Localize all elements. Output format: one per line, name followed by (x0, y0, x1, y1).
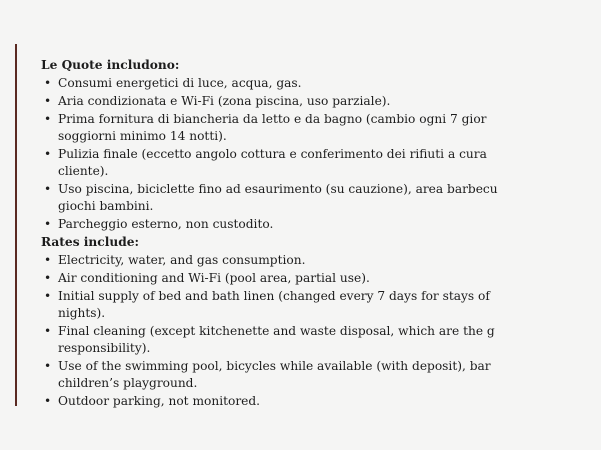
list-item (41, 146, 601, 180)
heading-english: Rates include: (41, 235, 139, 249)
list-item (41, 270, 601, 287)
list-item-line: • Consumi energetici di luce, acqua, gas. (58, 76, 302, 90)
list-item-line: • Air conditioning and Wi-Fi (pool area, partial use). (58, 271, 370, 285)
document-content (41, 57, 601, 411)
list-item (41, 393, 601, 410)
list-item-line: giochi bambini. (58, 199, 154, 213)
list-item-line: • Prima fornitura di biancheria da letto e da bagno (cambio ogni 7 gior (58, 112, 487, 126)
list-item (41, 93, 601, 110)
list-item-line: nights). (58, 306, 106, 320)
list-italian (41, 75, 601, 233)
list-item (41, 288, 601, 322)
list-item-line: • Final cleaning (except kitchenette and waste disposal, which are the g (58, 324, 495, 338)
list-item (41, 75, 601, 92)
heading-italian: Le Quote includono: (41, 58, 180, 72)
list-item-line: • Parcheggio esterno, non custodito. (58, 217, 274, 231)
list-item-line: responsibility). (58, 341, 151, 355)
list-item-line: • Pulizia finale (eccetto angolo cottura e conferimento dei rifiuti a cura (58, 147, 487, 161)
list-item (41, 111, 601, 145)
list-item-line: • Outdoor parking, not monitored. (58, 394, 261, 408)
list-item-line: • Aria condizionata e Wi-Fi (zona piscina, uso parziale). (58, 94, 391, 108)
list-english (41, 252, 601, 410)
accent-bar (15, 44, 17, 406)
list-item (41, 358, 601, 392)
list-item-line: • Uso piscina, biciclette fino ad esaurimento (su cauzione), area barbecu (58, 182, 498, 196)
list-item (41, 252, 601, 269)
list-item-line: cliente). (58, 164, 109, 178)
list-item (41, 216, 601, 233)
list-item-line: • Use of the swimming pool, bicycles while available (with deposit), bar (58, 359, 491, 373)
list-item-line: • Electricity, water, and gas consumption. (58, 253, 306, 267)
list-item-line: children’s playground. (58, 376, 198, 390)
list-item-line: • Initial supply of bed and bath linen (changed every 7 days for stays of (58, 289, 490, 303)
list-item-line: soggiorni minimo 14 notti). (58, 129, 227, 143)
list-item (41, 181, 601, 215)
list-item (41, 323, 601, 357)
